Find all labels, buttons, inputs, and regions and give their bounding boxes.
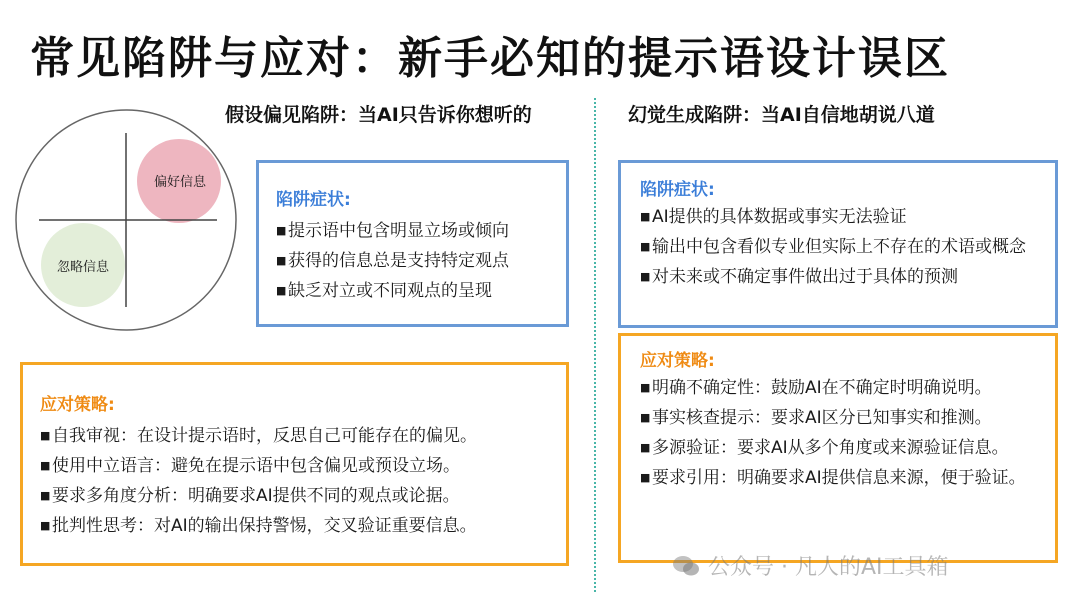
list-item: ■获得的信息总是支持特定观点 [276,246,566,276]
bullet-icon: ■ [276,224,287,237]
list-item: ■提示语中包含明显立场或倾向 [276,216,566,246]
wechat-icon [672,554,700,578]
list-item: ■批判性思考：对AI的输出保持警惕，交叉验证重要信息。 [40,511,566,541]
bullet-icon: ■ [40,459,51,472]
right-symptoms-list [640,202,1041,292]
bullet-icon: ■ [640,240,651,253]
bullet-icon: ■ [276,284,287,297]
left-heading: 假设偏见陷阱：当AI只告诉你想听的 [225,104,532,126]
left-strategies-box [20,362,569,566]
list-item: ■多源验证：要求AI从多个角度或来源验证信息。 [640,433,1041,463]
right-symptoms-box [618,160,1058,328]
preferred-info-label: 偏好信息 [153,175,206,190]
right-strategies-list [640,373,1041,493]
column-divider [594,98,596,592]
bullet-icon: ■ [40,429,51,442]
watermark [672,550,949,581]
bullet-icon: ■ [640,210,651,223]
bullet-icon: ■ [640,441,651,454]
list-item: ■要求多角度分析：明确要求AI提供不同的观点或论据。 [40,481,566,511]
list-item: ■AI提供的具体数据或事实无法验证 [640,202,1041,232]
left-strategies-list [40,421,566,541]
bullet-icon: ■ [640,411,651,424]
page-title: 常见陷阱与应对：新手必知的提示语设计误区 [30,33,950,84]
right-symptoms-title: 陷阱症状: [640,180,715,200]
ignored-info-label: 忽略信息 [56,260,109,275]
list-item: ■输出中包含看似专业但实际上不存在的术语或概念 [640,232,1041,262]
bullet-icon: ■ [640,270,651,283]
left-symptoms-title: 陷阱症状: [276,190,351,210]
left-symptoms-box [256,160,569,327]
bullet-icon: ■ [40,489,51,502]
list-item: ■使用中立语言：避免在提示语中包含偏见或预设立场。 [40,451,566,481]
list-item: ■事实核查提示：要求AI区分已知事实和推测。 [640,403,1041,433]
bullet-icon: ■ [640,381,651,394]
bias-quadrant-diagram [14,108,238,332]
list-item: ■对未来或不确定事件做出过于具体的预测 [640,262,1041,292]
list-item: ■要求引用：明确要求AI提供信息来源，便于验证。 [640,463,1041,493]
left-symptoms-list [276,216,566,306]
right-strategies-title: 应对策略: [640,351,715,371]
list-item: ■自我审视：在设计提示语时，反思自己可能存在的偏见。 [40,421,566,451]
right-heading: 幻觉生成陷阱：当AI自信地胡说八道 [628,104,935,126]
left-strategies-title: 应对策略: [40,395,115,415]
right-strategies-box [618,333,1058,563]
watermark-text: 公众号 · 凡人的AI工具箱 [708,555,949,580]
quadrant-svg [14,108,238,332]
list-item: ■明确不确定性：鼓励AI在不确定时明确说明。 [640,373,1041,403]
bullet-icon: ■ [40,519,51,532]
bullet-icon: ■ [276,254,287,267]
bullet-icon: ■ [640,471,651,484]
list-item: ■缺乏对立或不同观点的呈现 [276,276,566,306]
